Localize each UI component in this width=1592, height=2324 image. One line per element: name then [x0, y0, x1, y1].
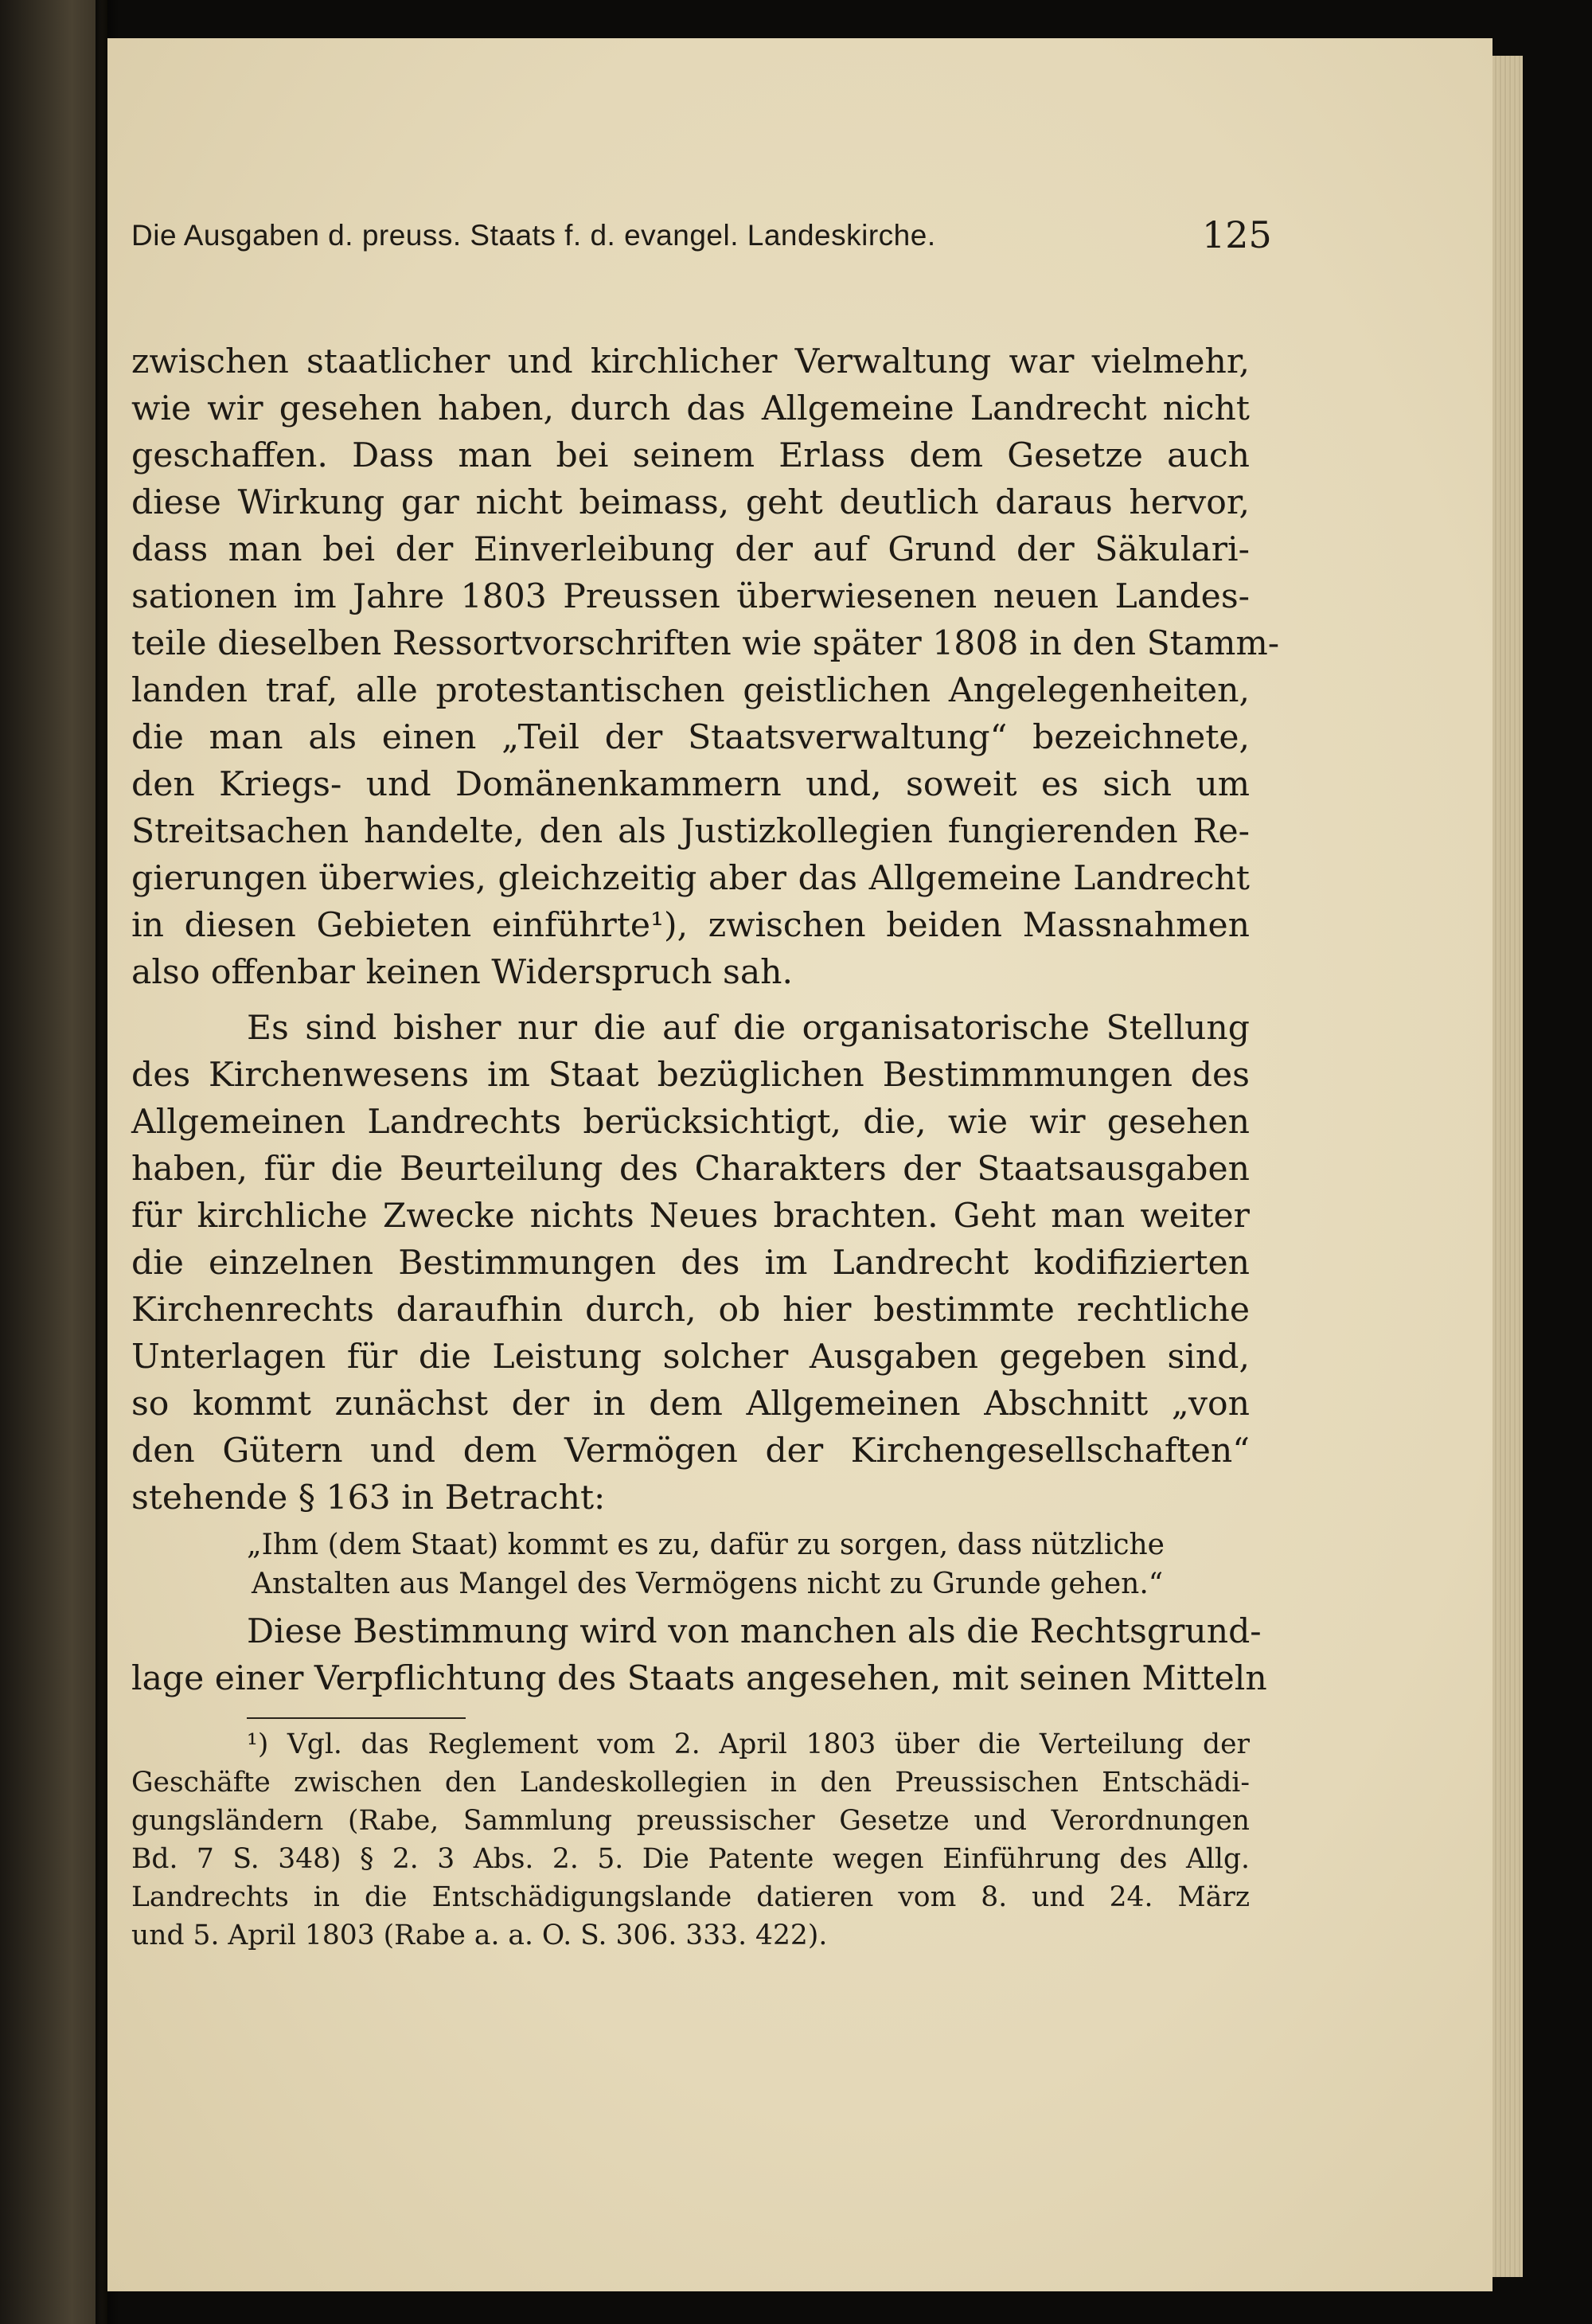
footnote-line: gungsländern (Rabe, Sammlung preussischer Gesetze und Verordnungen	[131, 1805, 1250, 1837]
facing-page-edge	[0, 0, 107, 2324]
text-line: Streitsachen handelte, den als Justizkollegien fungierenden Re-	[131, 812, 1250, 851]
paragraph-2	[131, 1005, 1250, 1521]
text-line: so kommt zunächst der in dem Allgemeinen Abschnitt „von	[131, 1385, 1250, 1424]
paragraph-3	[131, 1608, 1267, 1702]
text-line: gierungen überwies, gleichzeitig aber das Allgemeine Landrecht	[131, 859, 1250, 898]
text-line: geschaffen. Dass man bei seinem Erlass dem Gesetze auch	[131, 436, 1250, 475]
footnote-divider	[247, 1717, 466, 1719]
text-line: also offenbar keinen Widerspruch sah.	[131, 953, 794, 992]
running-header: Die Ausgaben d. preuss. Staats f. d. evangel. Landeskirche.	[131, 219, 936, 252]
text-line: landen traf, alle protestantischen geistlichen Angelegenheiten,	[131, 671, 1250, 710]
text-line: lage einer Verpflichtung des Staats angesehen, mit seinen Mitteln	[131, 1659, 1267, 1698]
text-line: des Kirchenwesens im Staat bezüglichen Bestimmmungen des	[131, 1056, 1250, 1095]
footnote-line: Geschäfte zwischen den Landeskollegien in den Preussischen Entschädi-	[131, 1767, 1250, 1799]
text-line: in diesen Gebieten einführte¹), zwischen beiden Massnahmen	[131, 906, 1250, 945]
text-line: den Kriegs- und Domänenkammern und, soweit es sich um	[131, 765, 1250, 804]
footnote-line: Landrechts in die Entschädigungslande datieren vom 8. und 24. März	[131, 1881, 1250, 1913]
text-line: den Gütern und dem Vermögen der Kirchengesellschaften“	[131, 1432, 1250, 1471]
text-line: haben, für die Beurteilung des Charakters der Staatsausgaben	[131, 1150, 1250, 1189]
text-line: Kirchenrechts daraufhin durch, ob hier bestimmte rechtliche	[131, 1291, 1250, 1330]
footnote-line: Bd. 7 S. 348) § 2. 3 Abs. 2. 5. Die Patente wegen Einführung des Allg.	[131, 1843, 1250, 1875]
text-line: stehende § 163 in Betracht:	[131, 1478, 606, 1517]
text-line: Allgemeinen Landrechts berücksichtigt, die, wie wir gesehen	[131, 1103, 1250, 1142]
quote-line: „Ihm (dem Staat) kommt es zu, dafür zu sorgen, dass nützliche	[247, 1529, 1165, 1561]
text-line: für kirchliche Zwecke nichts Neues brachten. Geht man weiter	[131, 1197, 1250, 1236]
page-edges	[1492, 56, 1523, 2277]
footnote	[131, 1725, 1250, 1955]
text-line: Unterlagen für die Leistung solcher Ausgaben gegeben sind,	[131, 1338, 1250, 1377]
text-line: sationen im Jahre 1803 Preussen überwiesenen neuen Landes-	[131, 577, 1250, 616]
block-quote	[247, 1525, 1258, 1603]
text-line: wie wir gesehen haben, durch das Allgemeine Landrecht nicht	[131, 389, 1250, 428]
text-line: die man als einen „Teil der Staatsverwaltung“ bezeichnete,	[131, 718, 1250, 757]
quote-line: Anstalten aus Mangel des Vermögens nicht zu Grunde gehen.“	[252, 1568, 1164, 1600]
text-line: teile dieselben Ressortvorschriften wie später 1808 in den Stamm-	[131, 624, 1280, 663]
text-line: diese Wirkung gar nicht beimass, geht deutlich daraus hervor,	[131, 483, 1250, 522]
text-line: zwischen staatlicher und kirchlicher Verwaltung war vielmehr,	[131, 342, 1250, 381]
paragraph-1	[131, 338, 1280, 996]
page-number: 125	[1202, 213, 1272, 256]
text-line: Es sind bisher nur die auf die organisatorische Stellung	[247, 1009, 1250, 1048]
text-line: die einzelnen Bestimmungen des im Landrecht kodifizierten	[131, 1244, 1250, 1283]
footnote-line: ¹) Vgl. das Reglement vom 2. April 1803 über die Verteilung der	[247, 1728, 1250, 1760]
text-line: dass man bei der Einverleibung der auf Grund der Säkulari-	[131, 530, 1250, 569]
footnote-line: und 5. April 1803 (Rabe a. a. O. S. 306. 333. 422).	[131, 1920, 828, 1951]
text-line: Diese Bestimmung wird von manchen als die Rechtsgrund-	[247, 1612, 1262, 1651]
